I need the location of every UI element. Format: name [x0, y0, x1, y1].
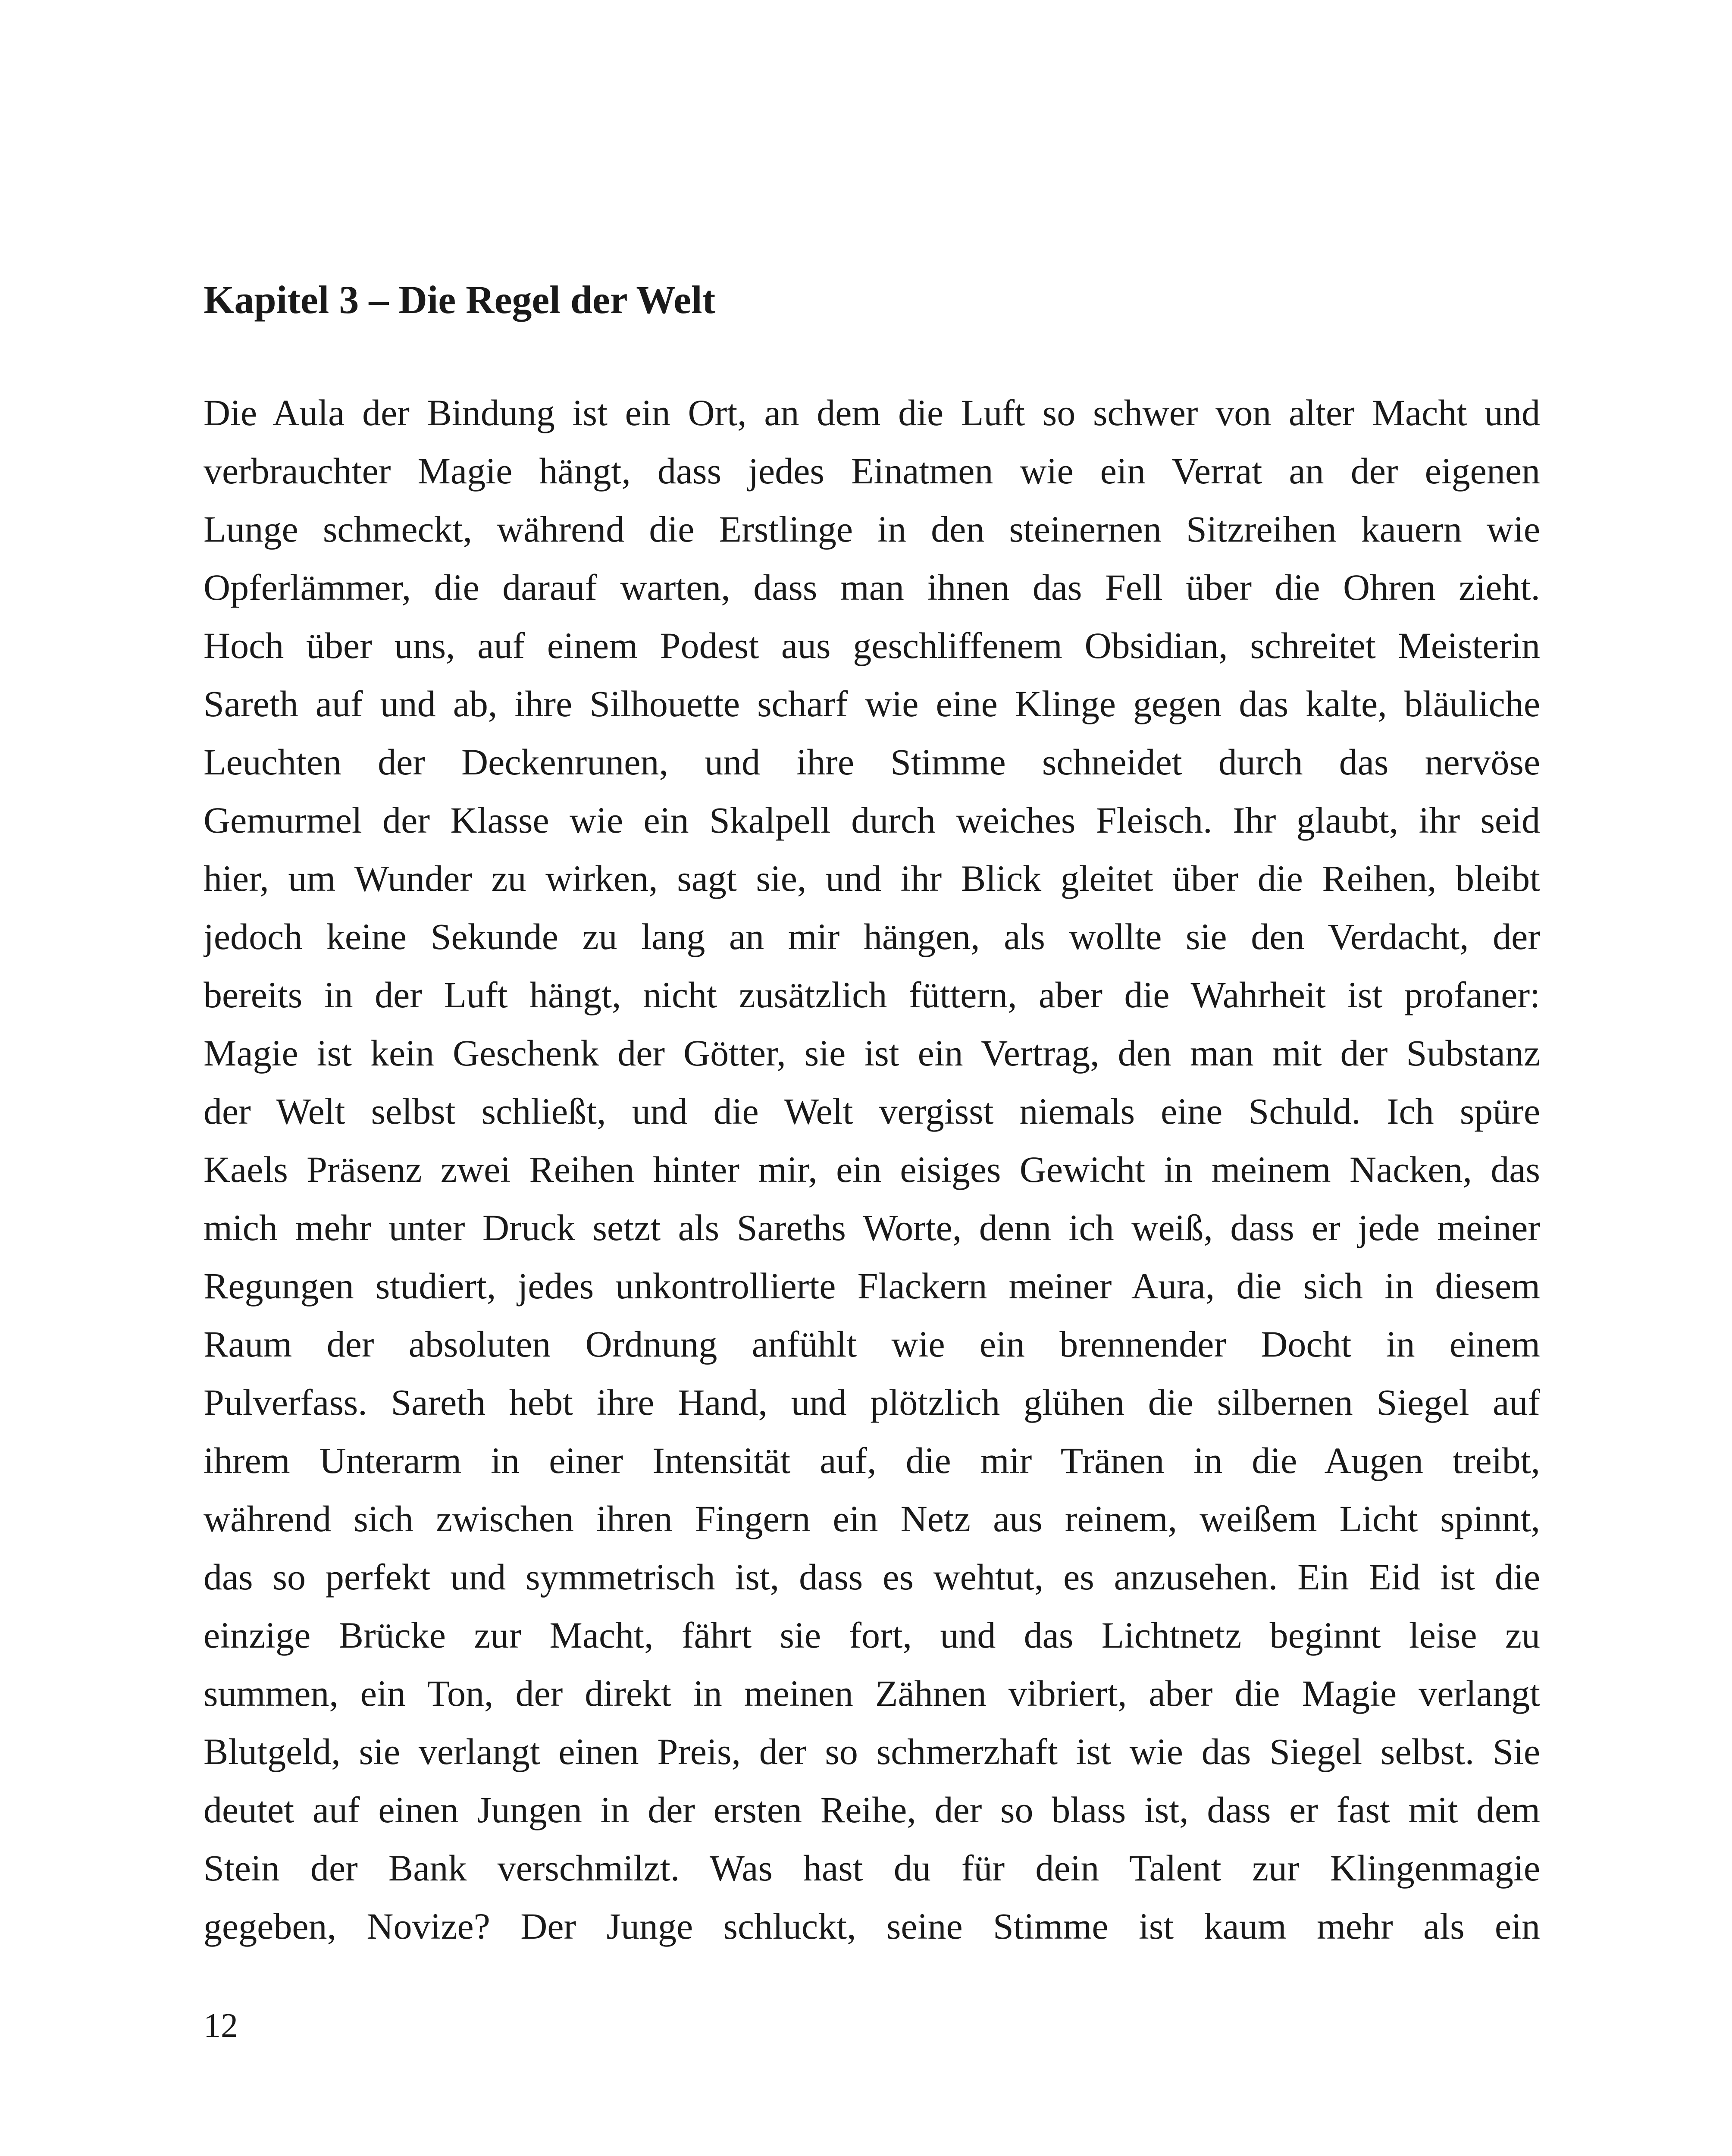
text-line: verbrauchter Magie hängt, dass jedes Einatmen wie ein Verrat an der eigenen	[204, 450, 1540, 492]
text-line: hier, um Wunder zu wirken, sagt sie, und ihr Blick gleitet über die Reihen, bleibt	[204, 858, 1540, 899]
text-line: der Welt selbst schließt, und die Welt vergisst niemals eine Schuld. Ich spüre	[204, 1091, 1540, 1132]
page-number: 12	[204, 2007, 238, 2045]
text-line: während sich zwischen ihren Fingern ein Netz aus reinem, weißem Licht spinnt,	[204, 1498, 1540, 1539]
text-line: Lunge schmeckt, während die Erstlinge in den steinernen Sitzreihen kauern wie	[204, 508, 1540, 550]
text-line: einzige Brücke zur Macht, fährt sie fort, und das Lichtnetz beginnt leise zu	[204, 1614, 1540, 1656]
text-line: Die Aula der Bindung ist ein Ort, an dem die Luft so schwer von alter Macht und	[204, 392, 1540, 433]
text-line: mich mehr unter Druck setzt als Sareths Worte, denn ich weiß, dass er jede meiner	[204, 1207, 1540, 1248]
text-line: bereits in der Luft hängt, nicht zusätzlich füttern, aber die Wahrheit ist profaner:	[204, 974, 1540, 1015]
text-line: Leuchten der Deckenrunen, und ihre Stimme schneidet durch das nervöse	[204, 741, 1540, 783]
text-line: Kaels Präsenz zwei Reihen hinter mir, ein eisiges Gewicht in meinem Nacken, das	[204, 1149, 1540, 1190]
text-line: Stein der Bank verschmilzt. Was hast du für dein Talent zur Klingenmagie	[204, 1847, 1540, 1889]
body-paragraph	[204, 384, 1540, 1955]
text-line: summen, ein Ton, der direkt in meinen Zähnen vibriert, aber die Magie verlangt	[204, 1673, 1540, 1714]
text-line: Magie ist kein Geschenk der Götter, sie ist ein Vertrag, den man mit der Substanz	[204, 1032, 1540, 1074]
text-line: Opferlämmer, die darauf warten, dass man ihnen das Fell über die Ohren zieht.	[204, 567, 1540, 608]
text-line: deutet auf einen Jungen in der ersten Reihe, der so blass ist, dass er fast mit dem	[204, 1789, 1540, 1830]
text-line: jedoch keine Sekunde zu lang an mir hängen, als wollte sie den Verdacht, der	[204, 916, 1540, 957]
text-line: Raum der absoluten Ordnung anfühlt wie ein brennender Docht in einem	[204, 1323, 1540, 1365]
text-line: das so perfekt und symmetrisch ist, dass es wehtut, es anzusehen. Ein Eid ist die	[204, 1556, 1540, 1598]
text-line: Gemurmel der Klasse wie ein Skalpell durch weiches Fleisch. Ihr glaubt, ihr seid	[204, 799, 1540, 841]
chapter-title: Kapitel 3 – Die Regel der Welt	[204, 278, 716, 322]
text-line: Blutgeld, sie verlangt einen Preis, der so schmerzhaft ist wie das Siegel selbst. Sie	[204, 1731, 1540, 1772]
text-line: Regungen studiert, jedes unkontrollierte Flackern meiner Aura, die sich in diesem	[204, 1265, 1540, 1307]
text-line: Hoch über uns, auf einem Podest aus geschliffenem Obsidian, schreitet Meisterin	[204, 625, 1540, 666]
text-line: Sareth auf und ab, ihre Silhouette scharf wie eine Klinge gegen das kalte, bläuliche	[204, 683, 1540, 724]
text-line: gegeben, Novize? Der Junge schluckt, seine Stimme ist kaum mehr als ein	[204, 1905, 1540, 1947]
text-line: ihrem Unterarm in einer Intensität auf, die mir Tränen in die Augen treibt,	[204, 1440, 1540, 1481]
text-line: Pulverfass. Sareth hebt ihre Hand, und plötzlich glühen die silbernen Siegel auf	[204, 1382, 1540, 1423]
